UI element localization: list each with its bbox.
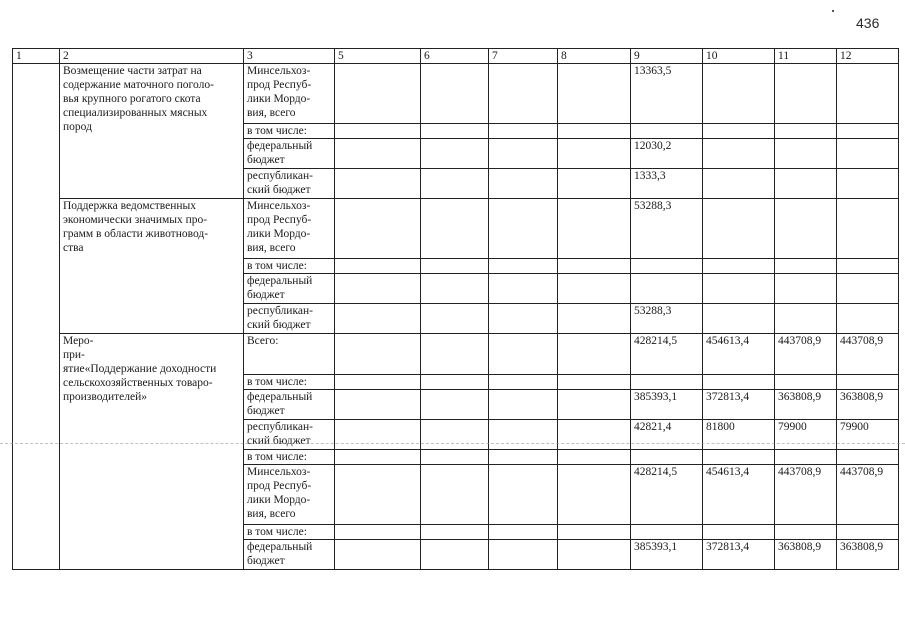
value-cell: 42821,4 bbox=[631, 420, 703, 450]
table-row bbox=[13, 334, 899, 375]
header-cell: 7 bbox=[489, 49, 558, 64]
header-row bbox=[13, 49, 899, 64]
table-row bbox=[13, 64, 899, 124]
scan-speck bbox=[832, 10, 834, 12]
value-cell: 13363,5 bbox=[631, 64, 703, 124]
measure-name: Возмещение части затрат на содержание маточного поголо- вья крупного рогатого скота специализированных мясных пород bbox=[60, 64, 244, 199]
value-cell: 454613,4 bbox=[703, 334, 775, 375]
measure-name: Поддержка ведомственных экономически значимых про- грамм в области животновод- ства bbox=[60, 199, 244, 334]
executor-cell: федеральный бюджет bbox=[244, 274, 335, 304]
value-cell: 363808,9 bbox=[837, 540, 899, 570]
value-cell: 1333,3 bbox=[631, 169, 703, 199]
value-cell: 443708,9 bbox=[837, 334, 899, 375]
value-cell: 53288,3 bbox=[631, 199, 703, 259]
executor-cell: Всего: bbox=[244, 334, 335, 375]
executor-cell: Минсельхоз- прод Респуб- лики Мордо- вия, всего bbox=[244, 199, 335, 259]
header-cell: 12 bbox=[837, 49, 899, 64]
event-title: «Поддержание доходности сельскохозяйственных товаро- производителей» bbox=[63, 363, 217, 403]
value-cell: 79900 bbox=[775, 420, 837, 450]
executor-cell: федеральный бюджет bbox=[244, 540, 335, 570]
executor-cell: Минсельхоз- прод Респуб- лики Мордо- вия, всего bbox=[244, 465, 335, 525]
header-cell: 1 bbox=[13, 49, 60, 64]
executor-cell: республикан- ский бюджет bbox=[244, 420, 335, 450]
header-cell: 5 bbox=[335, 49, 421, 64]
executor-cell: в том числе: bbox=[244, 259, 335, 274]
event-name bbox=[60, 334, 244, 570]
value-cell: 53288,3 bbox=[631, 304, 703, 334]
header-cell: 3 bbox=[244, 49, 335, 64]
value-cell: 363808,9 bbox=[775, 540, 837, 570]
event-kind: Меро- при- ятие bbox=[63, 335, 94, 375]
blank-cell bbox=[13, 64, 60, 570]
page-number: 436 bbox=[856, 15, 880, 31]
executor-cell: в том числе: bbox=[244, 375, 335, 390]
header-cell: 8 bbox=[558, 49, 631, 64]
value-cell: 385393,1 bbox=[631, 540, 703, 570]
header-cell: 6 bbox=[421, 49, 489, 64]
executor-cell: федеральный бюджет bbox=[244, 390, 335, 420]
value-cell: 428214,5 bbox=[631, 465, 703, 525]
value-cell: 363808,9 bbox=[775, 390, 837, 420]
header-cell: 11 bbox=[775, 49, 837, 64]
value-cell: 363808,9 bbox=[837, 390, 899, 420]
executor-cell: федеральный бюджет bbox=[244, 139, 335, 169]
value-cell: 443708,9 bbox=[837, 465, 899, 525]
executor-cell: республикан- ский бюджет bbox=[244, 169, 335, 199]
value-cell: 12030,2 bbox=[631, 139, 703, 169]
value-cell: 428214,5 bbox=[631, 334, 703, 375]
header-cell: 10 bbox=[703, 49, 775, 64]
executor-cell: в том числе: bbox=[244, 124, 335, 139]
executor-cell: Минсельхоз- прод Респуб- лики Мордо- вия, всего bbox=[244, 64, 335, 124]
executor-cell: в том числе: bbox=[244, 525, 335, 540]
executor-cell: в том числе: bbox=[244, 450, 335, 465]
header-cell: 2 bbox=[60, 49, 244, 64]
value-cell: 385393,1 bbox=[631, 390, 703, 420]
value-cell: 372813,4 bbox=[703, 390, 775, 420]
header-cell: 9 bbox=[631, 49, 703, 64]
value-cell: 454613,4 bbox=[703, 465, 775, 525]
scan-artifact-line bbox=[0, 443, 905, 444]
value-cell: 443708,9 bbox=[775, 334, 837, 375]
table-row bbox=[13, 199, 899, 259]
value-cell: 81800 bbox=[703, 420, 775, 450]
executor-cell: республикан- ский бюджет bbox=[244, 304, 335, 334]
value-cell: 372813,4 bbox=[703, 540, 775, 570]
value-cell: 79900 bbox=[837, 420, 899, 450]
value-cell: 443708,9 bbox=[775, 465, 837, 525]
budget-table bbox=[12, 48, 899, 570]
